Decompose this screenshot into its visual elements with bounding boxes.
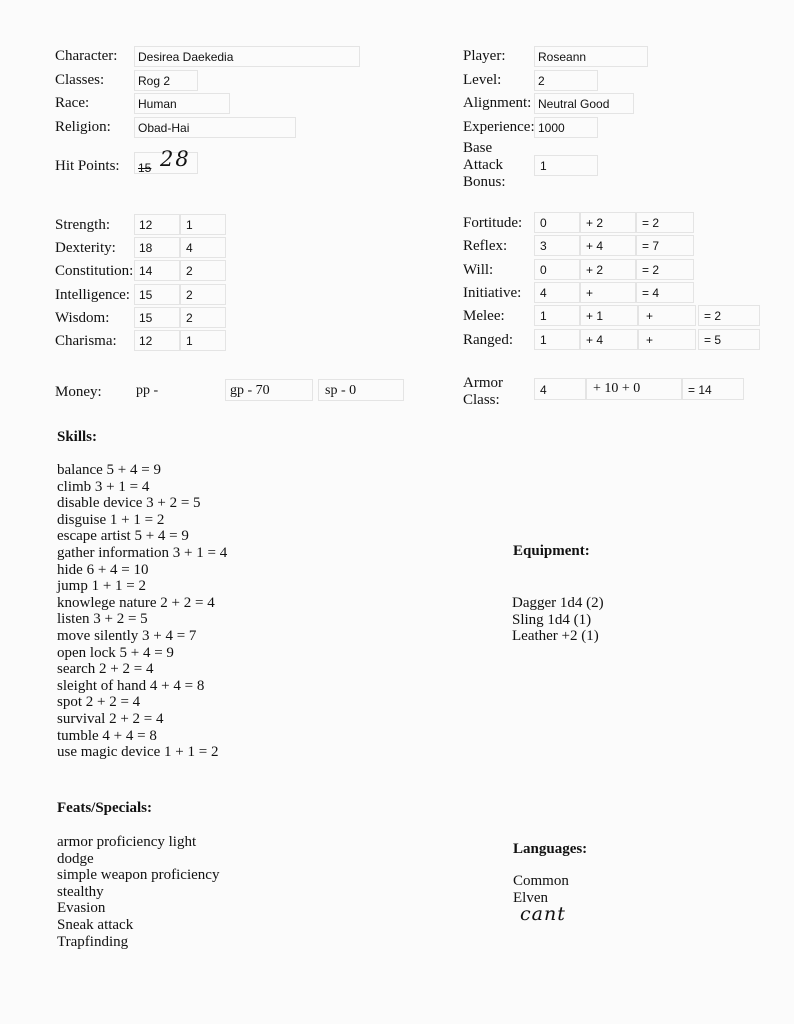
skill-item: disguise 1 + 1 = 2 <box>57 511 165 528</box>
skill-item: gather information 3 + 1 = 4 <box>57 544 228 561</box>
skill-item: survival 2 + 2 = 4 <box>57 710 164 727</box>
save-total: = 2 <box>642 263 660 277</box>
feat-item: dodge <box>57 850 94 867</box>
skill-item: climb 3 + 1 = 4 <box>57 478 150 495</box>
skill-item: jump 1 + 1 = 2 <box>57 578 147 595</box>
feat-item: Sneak attack <box>57 916 134 933</box>
language-item: Elven <box>513 889 548 906</box>
ability-mod: 1 <box>186 218 193 232</box>
hit-points-struck-value: 15 <box>138 161 152 175</box>
bab-value: 1 <box>540 159 547 173</box>
ability-mod: 2 <box>186 288 193 302</box>
hit-points-label: Hit Points: <box>55 158 120 174</box>
ability-score: 18 <box>139 241 153 255</box>
player-label: Player: <box>463 48 506 64</box>
hit-points-handwritten: 28 <box>160 147 191 171</box>
ability-label: Intelligence: <box>55 287 130 303</box>
armor-class-label-line-2: Class: <box>463 392 500 408</box>
ability-label: Constitution: <box>55 263 134 279</box>
skill-item: hide 6 + 4 = 10 <box>57 561 149 578</box>
skill-item: escape artist 5 + 4 = 9 <box>57 528 189 545</box>
save-base: 0 <box>540 216 547 230</box>
feat-item: Trapfinding <box>57 933 129 950</box>
ability-score: 15 <box>139 311 153 325</box>
ability-score: 14 <box>139 264 153 278</box>
save-base: 0 <box>540 263 547 277</box>
player-value: Roseann <box>538 50 587 64</box>
armor-total: = 14 <box>688 383 712 397</box>
bab-label-line-2: Attack <box>463 157 503 173</box>
skill-item: sleight of hand 4 + 4 = 8 <box>57 677 205 694</box>
save-total: = 2 <box>642 216 660 230</box>
skill-item: balance 5 + 4 = 9 <box>57 462 161 478</box>
save-mod: + 4 <box>586 239 604 253</box>
ability-score: 12 <box>139 218 153 232</box>
alignment-value: Neutral Good <box>538 97 610 111</box>
feats-heading: Feats/Specials: <box>57 800 152 816</box>
attack-misc: + <box>646 333 654 347</box>
save-mod: + 2 <box>586 216 604 230</box>
equipment-item: Sling 1d4 (1) <box>512 611 592 628</box>
classes-value: Rog 2 <box>138 74 171 88</box>
languages-heading: Languages: <box>513 841 588 857</box>
save-total: = 7 <box>642 239 660 253</box>
save-label: Will: <box>463 262 494 278</box>
attack-total: = 5 <box>704 333 722 347</box>
feat-item: stealthy <box>57 883 104 900</box>
ability-score: 15 <box>139 288 153 302</box>
money-label: Money: <box>55 384 102 400</box>
save-label: Fortitude: <box>463 215 523 231</box>
equipment-item: Dagger 1d4 (2) <box>512 595 604 611</box>
save-label: Reflex: <box>463 238 508 254</box>
level-value: 2 <box>538 74 545 88</box>
armor-mods: + 10 + 0 <box>593 381 641 396</box>
bab-label-line-1: Base <box>463 140 493 156</box>
classes-label: Classes: <box>55 72 105 88</box>
race-label: Race: <box>55 95 90 111</box>
skills-list <box>57 462 227 761</box>
ability-mod: 2 <box>186 311 193 325</box>
race-value: Human <box>138 97 177 111</box>
skill-item: use magic device 1 + 1 = 2 <box>57 744 219 761</box>
languages-list <box>513 873 569 906</box>
skill-item: tumble 4 + 4 = 8 <box>57 727 157 744</box>
attack-base: 1 <box>540 333 547 347</box>
armor-class-label <box>463 375 503 409</box>
language-item: Common <box>513 873 569 889</box>
ability-score: 12 <box>139 334 153 348</box>
equipment-heading: Equipment: <box>513 543 590 559</box>
attack-total: = 2 <box>704 309 722 323</box>
attack-base: 1 <box>540 309 547 323</box>
skills-heading: Skills: <box>57 429 98 445</box>
religion-label: Religion: <box>55 119 111 135</box>
armor-class-label-line-1: Armor <box>463 375 503 391</box>
money-pp: pp - <box>136 383 159 398</box>
experience-value: 1000 <box>538 121 565 135</box>
save-base: 4 <box>540 286 547 300</box>
attack-mod: + 1 <box>586 309 604 323</box>
skill-item: disable device 3 + 2 = 5 <box>57 495 201 512</box>
religion-value: Obad-Hai <box>138 121 190 135</box>
language-handwritten: cant <box>520 903 566 925</box>
ability-label: Dexterity: <box>55 240 116 256</box>
ability-label: Charisma: <box>55 333 117 349</box>
attack-label: Melee: <box>463 308 505 324</box>
bab-label-line-3: Bonus: <box>463 174 506 190</box>
save-total: = 4 <box>642 286 660 300</box>
skill-item: spot 2 + 2 = 4 <box>57 694 141 711</box>
save-label: Initiative: <box>463 285 522 301</box>
feat-item: armor proficiency light <box>57 834 197 850</box>
skill-item: search 2 + 2 = 4 <box>57 661 154 678</box>
skill-item: move silently 3 + 4 = 7 <box>57 627 197 644</box>
ability-label: Strength: <box>55 217 110 233</box>
save-mod: + 2 <box>586 263 604 277</box>
bab-label <box>463 140 506 191</box>
feat-item: simple weapon proficiency <box>57 867 220 884</box>
attack-label: Ranged: <box>463 332 513 348</box>
attack-misc: + <box>646 309 654 323</box>
skill-item: knowlege nature 2 + 2 = 4 <box>57 594 215 611</box>
save-mod: + <box>586 286 594 300</box>
alignment-label: Alignment: <box>463 95 532 111</box>
ability-mod: 2 <box>186 264 193 278</box>
ability-mod: 4 <box>186 241 193 255</box>
character-value: Desirea Daekedia <box>138 50 234 64</box>
feat-item: Evasion <box>57 900 106 917</box>
armor-base: 4 <box>540 383 547 397</box>
feats-list <box>57 834 219 950</box>
level-label: Level: <box>463 72 502 88</box>
ability-label: Wisdom: <box>55 310 110 326</box>
skill-item: listen 3 + 2 = 5 <box>57 611 148 628</box>
ability-mod: 1 <box>186 334 193 348</box>
experience-label: Experience: <box>463 119 535 135</box>
equipment-item: Leather +2 (1) <box>512 628 599 645</box>
character-label: Character: <box>55 48 118 64</box>
money-gp: gp - 70 <box>230 383 270 398</box>
save-base: 3 <box>540 239 547 253</box>
skill-item: open lock 5 + 4 = 9 <box>57 644 174 661</box>
attack-mod: + 4 <box>586 333 604 347</box>
equipment-list <box>512 595 604 645</box>
money-sp: sp - 0 <box>325 383 357 398</box>
